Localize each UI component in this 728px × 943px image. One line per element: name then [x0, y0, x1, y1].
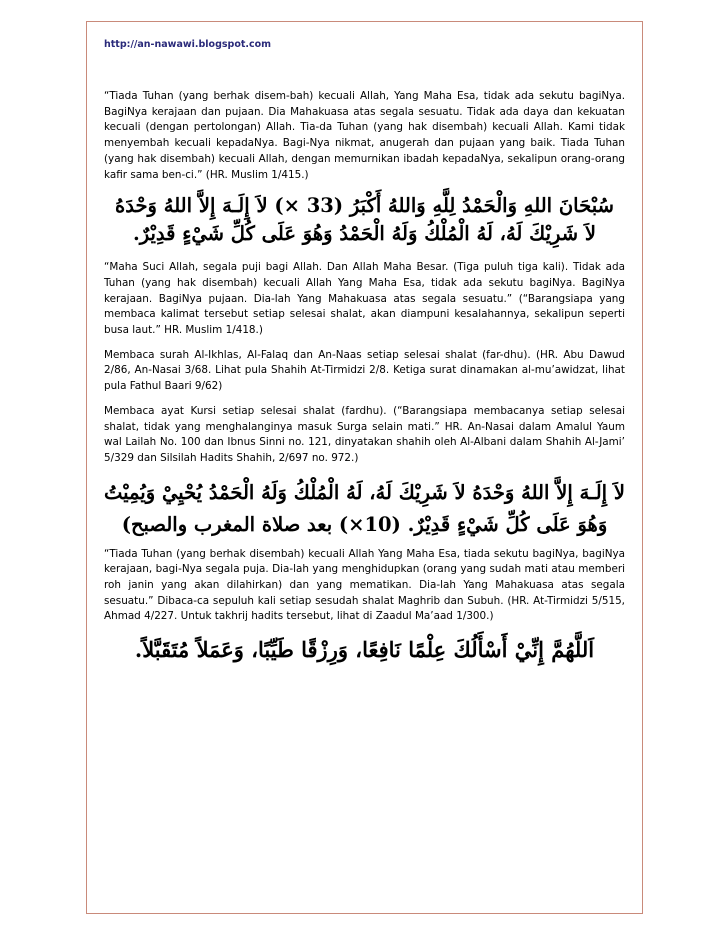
arabic-tahlil: لاَ إِلَـهَ إِلاَّ اللهُ وَحْدَهُ لاَ شَرِيْكَ لَهُ، لَهُ الْمُلْكُ وَلَهُ الْحَمْدُ يُحْيِيْ وَيُمِيْتُ وَهُوَ عَلَى كُلِّ شَيْءٍ قَدِيْرٌ. (10×) بعد صلاة المغرب والصبح) — [104, 480, 625, 536]
ayat-kursi-paragraph: Membaca ayat Kursi setiap selesai shalat (fardhu). (“Barangsiapa membacanya setiap selesai shalat, tidak yang menghalanginya masuk Surga selain mati.” HR. An-Nasai dalam Amalul Yaum wal Lailah No. 100 dan Ibnus Sinni no. 121, dinyatakan shahih oleh Al-Albani dalam Shahih Al-Jami’ 5/329 dan Silsilah Hadits Shahih, 2/697 no. 972.) — [104, 404, 625, 464]
surah-instruction-paragraph: Membaca surah Al-Ikhlas, Al-Falaq dan An-Naas setiap selesai shalat (far-dhu). (HR. Abu Dawud 2/86, An-Nasai 3/68. Lihat pula Shahih At-Tirmidzi 2/8. Ketiga surat dinamakan al-mu’awidzat, lihat pula Fathul Baari 9/62) — [104, 348, 625, 393]
arabic-dua: اَللَّهُمَّ إِنِّيْ أَسْأَلُكَ عِلْمًا نَافِعًا، وَرِزْقًا طَيِّبًا، وَعَمَلاً مُتَقَبَّلاً. — [134, 637, 595, 663]
translation-paragraph-3: “Tiada Tuhan (yang berhak disembah) kecuali Allah Yang Maha Esa, tiada sekutu bagiNya, bagiNya kerajaan, bagi-Nya segala puja. Dia-lah yang menghidupkan (orang yang sudah mati atau memberi roh janin yang akan dilahirkan) dan yang mematikan. Dia-lah Yang Mahakuasa atas segala sesuatu.” Dibaca-ca sepuluh kali setiap sesudah shalat Maghrib dan Subuh. (HR. At-Tirmidzi 5/515, Ahmad 4/227. Untuk takhrij hadits tersebut, lihat di Zaadul Ma’aad 1/300.) — [104, 547, 625, 623]
page-content — [104, 38, 625, 665]
translation-paragraph-2: “Maha Suci Allah, segala puji bagi Allah. Dan Allah Maha Besar. (Tiga puluh tiga kali). Tidak ada Tuhan (yang hak disembah) kecuali Allah Yang Maha Esa, tidak ada sekutu bagiNya. BagiNya kerajaan. BagiNya pujaan. Dia-lah Yang Mahakuasa atas segala sesuatu.” (“Barangsiapa yang membaca kalimat tersebut setiap selesai shalat, akan diampuni kesalahannya, sekalipun seperti busa laut.” HR. Muslim 1/418.) — [104, 261, 625, 337]
translation-paragraph-1: “Tiada Tuhan (yang berhak disem-bah) kecuali Allah, Yang Maha Esa, tidak ada sekutu bagiNya. BagiNya kerajaan dan pujaan. Dia Mahakuasa atas segala sesuatu. Tidak ada daya dan kekuatan kecuali (dengan pertolongan) Allah. Tia-da Tuhan (yang hak disembah) kecuali Allah. Kami tidak menyembah kecuali kepadaNya. Bagi-Nya nikmat, anugerah dan pujaan yang baik. Tiada Tuhan (yang hak disembah) kecuali Allah, dengan memurnikan ibadah kepadaNya, sekalipun orang-orang kafir sama ben-ci.” (HR. Muslim 1/415.) — [104, 90, 625, 181]
arabic-dhikr-tasbih: سُبْحَانَ اللهِ وَالْحَمْدُ لِلَّهِ وَاللهُ أَكْبَرُ (33 ×) لاَ إِلَـهَ إِلاَّ اللهُ وَحْدَهُ لاَ شَرِيْكَ لَهُ، لَهُ الْمُلْكُ وَلَهُ الْحَمْدُ وَهُوَ عَلَى كُلِّ شَيْءٍ قَدِيْرٌ. — [115, 194, 614, 246]
blog-url: http://an-nawawi.blogspot.com — [104, 39, 272, 50]
